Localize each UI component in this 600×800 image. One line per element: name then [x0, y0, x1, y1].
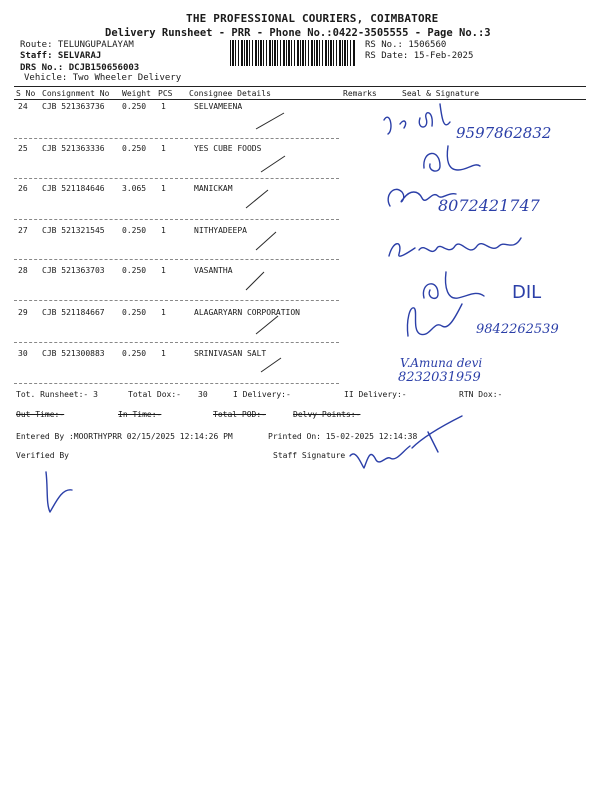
row-consignment: CJB 521363736	[42, 102, 105, 111]
i-delivery: I Delivery:-	[233, 390, 291, 399]
tick-mark	[240, 266, 280, 296]
tick-mark	[250, 105, 290, 135]
col-remarks: Remarks	[343, 89, 377, 98]
row-sno: 30	[18, 349, 28, 358]
ii-delivery: II Delivery:-	[344, 390, 407, 399]
tick-mark	[255, 350, 295, 380]
row-divider	[14, 178, 339, 179]
row-divider	[14, 300, 339, 301]
barcode-image	[230, 40, 356, 66]
runsheet-title: Delivery Runsheet - PRR - Phone No.:0422-3505555 - Page No.:3	[105, 27, 491, 39]
row-sno: 28	[18, 266, 28, 275]
handwritten-phone-1: 9597862832	[456, 124, 552, 142]
row-weight: 0.250	[122, 349, 147, 358]
row-weight: 0.250	[122, 102, 147, 111]
company-title: THE PROFESSIONAL COURIERS, COIMBATORE	[186, 12, 439, 25]
total-dox-label: Total Dox:-	[128, 390, 181, 399]
staff-signature-label: Staff Signature	[273, 451, 346, 460]
row-pcs: 1	[161, 102, 166, 111]
handwritten-phone-4: 8232031959	[398, 370, 481, 385]
rtn-dox: RTN Dox:-	[459, 390, 503, 399]
signature-scribble	[400, 300, 470, 342]
route-label: Route: TELUNGUPALAYAM	[20, 40, 134, 50]
header-top-rule	[14, 86, 586, 87]
row-consignee: NITHYADEEPA	[194, 226, 247, 235]
row-pcs: 1	[161, 184, 166, 193]
header-bottom-rule	[14, 99, 586, 100]
col-seal-signature: Seal & Signature	[402, 89, 480, 98]
printed-on: Printed On: 15-02-2025 12:14:38	[268, 432, 418, 441]
row-consignee: ALAGARYARN CORPORATION	[194, 308, 300, 317]
row-consignment: CJB 521363703	[42, 266, 105, 275]
verified-by: Verified By	[16, 451, 69, 460]
row-weight: 0.250	[122, 226, 147, 235]
col-consignee: Consignee Details	[189, 89, 271, 98]
row-weight: 0.250	[122, 266, 147, 275]
out-time: Out Time:-	[16, 410, 65, 419]
signature-scribble	[385, 228, 535, 268]
total-dox-value: 30	[198, 390, 208, 399]
handwritten-phone-2: 8072421747	[438, 196, 540, 215]
handwritten-phone-3: 9842262539	[476, 322, 559, 337]
row-divider	[14, 342, 339, 343]
row-consignee: SRINIVASAN SALT	[194, 349, 267, 358]
row-consignment: CJB 521184646	[42, 184, 105, 193]
tick-mark	[250, 226, 290, 256]
row-consignment: CJB 521300883	[42, 349, 105, 358]
row-weight: 0.250	[122, 144, 147, 153]
row-weight: 0.250	[122, 308, 147, 317]
signature-scribble	[408, 412, 468, 456]
handwritten-name: V.Amuna devi	[400, 356, 483, 370]
row-pcs: 1	[161, 266, 166, 275]
row-consignee: YES CUBE FOODS	[194, 144, 262, 153]
row-sno: 25	[18, 144, 28, 153]
total-pod: Total POD:-	[213, 410, 266, 419]
rs-number: RS No.: 1506560	[365, 40, 447, 50]
row-sno: 29	[18, 308, 28, 317]
row-sno: 27	[18, 226, 28, 235]
row-divider	[14, 138, 339, 139]
row-pcs: 1	[161, 226, 166, 235]
row-weight: 3.065	[122, 184, 147, 193]
row-divider	[14, 383, 339, 384]
row-sno: 24	[18, 102, 28, 111]
row-consignee: VASANTHA	[194, 266, 233, 275]
row-sno: 26	[18, 184, 28, 193]
entered-by: Entered By :MOORTHYPRR 02/15/2025 12:14:26 PM	[16, 432, 233, 441]
row-consignment: CJB 521184667	[42, 308, 105, 317]
rs-date: RS Date: 15-Feb-2025	[365, 51, 474, 61]
handwritten-dil: DIL	[512, 282, 542, 303]
vehicle-label: Vehicle: Two Wheeler Delivery	[24, 73, 182, 83]
verified-signature-scribble	[38, 468, 78, 518]
row-consignee: SELVAMEENA	[194, 102, 243, 111]
staff-signature-scribble	[346, 438, 416, 474]
tick-mark	[240, 184, 280, 214]
row-divider	[14, 259, 339, 260]
tick-mark	[250, 310, 290, 340]
col-consignment: Consignment No	[42, 89, 110, 98]
row-pcs: 1	[161, 144, 166, 153]
delvy-points: Delvy Points:-	[293, 410, 361, 419]
col-weight: Weight	[122, 89, 151, 98]
signature-scribble	[418, 140, 488, 180]
drs-number: DRS No.: DCJB150656003	[20, 63, 140, 73]
row-pcs: 1	[161, 308, 166, 317]
row-consignee: MANICKAM	[194, 184, 233, 193]
row-divider	[14, 219, 339, 220]
col-pcs: PCS	[158, 89, 173, 98]
row-consignment: CJB 521363336	[42, 144, 105, 153]
col-sno: S No	[16, 89, 36, 98]
tick-mark	[255, 148, 295, 178]
in-time: In Time:-	[118, 410, 162, 419]
row-pcs: 1	[161, 349, 166, 358]
row-consignment: CJB 521321545	[42, 226, 105, 235]
tot-runsheet: Tot. Runsheet:- 3	[16, 390, 98, 399]
staff-label: Staff: SELVARAJ	[20, 51, 102, 61]
